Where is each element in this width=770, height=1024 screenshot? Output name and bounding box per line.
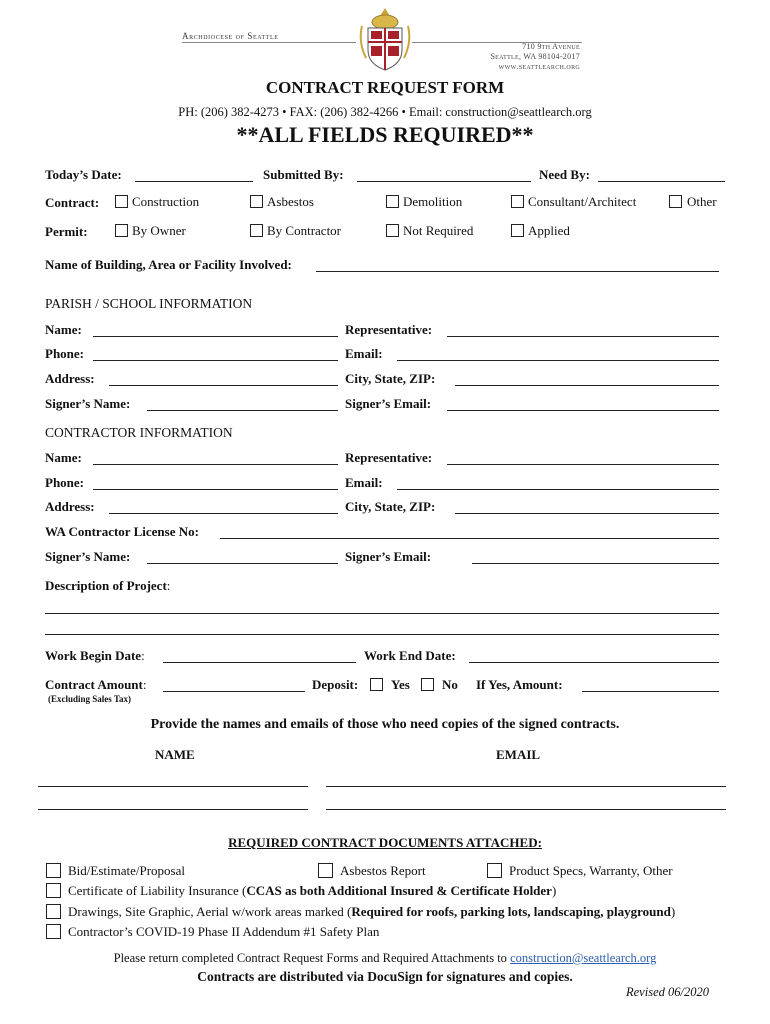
- copy-email-input-1[interactable]: [326, 786, 726, 787]
- deposit-no-checkbox[interactable]: [421, 678, 434, 691]
- contractor-address-label: Address:: [45, 499, 95, 514]
- contract-option-label: Construction: [132, 194, 200, 209]
- contractor-city-input[interactable]: [455, 513, 719, 514]
- address-line: Seattle, WA 98104-2017: [490, 52, 580, 61]
- parish-representative-input[interactable]: [447, 336, 719, 337]
- doc-insurance-bold: CCAS as both Additional Insured & Certificate Holder: [246, 883, 552, 898]
- parish-name-label: Name:: [45, 322, 82, 337]
- parish-name-input[interactable]: [93, 336, 338, 337]
- contractor-signer-name-label: Signer’s Name:: [45, 549, 131, 564]
- contractor-name-input[interactable]: [93, 464, 338, 465]
- contractor-heading: CONTRACTOR INFORMATION: [45, 425, 233, 440]
- deposit-yes-label: Yes: [391, 677, 410, 692]
- description-input-line-2[interactable]: [45, 634, 719, 635]
- copy-name-input-2[interactable]: [38, 809, 308, 810]
- parish-signer-email-label: Signer’s Email:: [345, 396, 432, 411]
- parish-phone-label: Phone:: [45, 346, 84, 361]
- doc-insurance-end: ): [551, 883, 557, 898]
- work-begin-input[interactable]: [163, 662, 356, 663]
- contract-asbestos-checkbox[interactable]: [250, 195, 263, 208]
- contractor-license-label: WA Contractor License No:: [45, 524, 199, 539]
- excluding-sales-tax-note: (Excluding Sales Tax): [48, 694, 132, 704]
- doc-specs-label: Product Specs, Warranty, Other: [509, 863, 673, 878]
- deposit-no-label: No: [442, 677, 458, 692]
- todays-date-label: Today’s Date:: [45, 167, 122, 182]
- doc-drawings-end: ): [670, 904, 676, 919]
- form-title: CONTRACT REQUEST FORM: [265, 78, 505, 97]
- address-block: [490, 42, 580, 72]
- todays-date-input[interactable]: [135, 181, 253, 182]
- parish-heading: PARISH / SCHOOL INFORMATION: [45, 296, 253, 311]
- parish-signer-email-input[interactable]: [447, 410, 719, 411]
- doc-drawings-label: [68, 904, 675, 920]
- permit-by-owner-checkbox[interactable]: [115, 224, 128, 237]
- work-end-input[interactable]: [469, 662, 719, 663]
- building-label: Name of Building, Area or Facility Involved:: [45, 257, 292, 272]
- contractor-signer-email-label: Signer’s Email:: [345, 549, 432, 564]
- submitted-by-input[interactable]: [357, 181, 531, 182]
- deposit-yes-checkbox[interactable]: [370, 678, 383, 691]
- parish-address-label: Address:: [45, 371, 95, 386]
- return-text: Please return completed Contract Request Forms and Required Attachments to: [113, 951, 511, 965]
- need-by-label: Need By:: [539, 167, 590, 182]
- contract-amount-input[interactable]: [163, 691, 305, 692]
- description-label: [45, 578, 170, 594]
- doc-covid-label: Contractor’s COVID-19 Phase II Addendum #1 Safety Plan: [68, 924, 380, 939]
- doc-drawings-text: Drawings, Site Graphic, Aerial w/work areas marked (: [68, 904, 352, 919]
- revised-date: Revised 06/2020: [626, 985, 709, 999]
- parish-representative-label: Representative:: [345, 322, 433, 337]
- parish-email-label: Email:: [345, 346, 383, 361]
- permit-not-required-checkbox[interactable]: [386, 224, 399, 237]
- contractor-signer-email-input[interactable]: [472, 563, 719, 564]
- doc-insurance-checkbox[interactable]: [46, 883, 61, 898]
- description-label-text: Description of Project: [45, 578, 167, 593]
- permit-option-label: By Contractor: [267, 223, 342, 238]
- contract-option-label: Consultant/Architect: [528, 194, 637, 209]
- contract-construction-checkbox[interactable]: [115, 195, 128, 208]
- parish-address-input[interactable]: [109, 385, 338, 386]
- doc-covid-checkbox[interactable]: [46, 924, 61, 939]
- copies-heading: Provide the names and emails of those who need copies of the signed contracts.: [150, 717, 620, 732]
- contractor-representative-input[interactable]: [447, 464, 719, 465]
- doc-bid-checkbox[interactable]: [46, 863, 61, 878]
- permit-applied-checkbox[interactable]: [511, 224, 524, 237]
- email-column-header: EMAIL: [496, 747, 541, 762]
- description-input-line-1[interactable]: [45, 613, 719, 614]
- doc-asbestos-checkbox[interactable]: [318, 863, 333, 878]
- doc-bid-label: Bid/Estimate/Proposal: [68, 863, 185, 878]
- if-yes-amount-label: If Yes, Amount:: [476, 677, 563, 692]
- submitted-by-label: Submitted By:: [263, 167, 344, 182]
- archdiocese-seal-icon: [358, 6, 412, 72]
- copy-name-input-1[interactable]: [38, 786, 308, 787]
- return-email-link[interactable]: construction@seattlearch.org: [510, 951, 657, 965]
- contractor-signer-name-input[interactable]: [147, 563, 338, 564]
- return-instructions: [0, 951, 770, 966]
- contractor-email-input[interactable]: [397, 489, 719, 490]
- header-rule: [182, 42, 356, 43]
- parish-signer-name-label: Signer’s Name:: [45, 396, 131, 411]
- work-begin-label-text: Work Begin Date: [45, 648, 142, 663]
- contractor-name-label: Name:: [45, 450, 82, 465]
- building-input[interactable]: [316, 271, 719, 272]
- archdiocese-name: Archdiocese of Seattle: [182, 31, 279, 41]
- permit-label: Permit:: [45, 224, 88, 239]
- doc-drawings-checkbox[interactable]: [46, 904, 61, 919]
- contractor-phone-input[interactable]: [93, 489, 338, 490]
- contract-other-checkbox[interactable]: [669, 195, 682, 208]
- address-line: www.seattlearch.org: [498, 62, 580, 71]
- copy-email-input-2[interactable]: [326, 809, 726, 810]
- contract-option-label: Other: [687, 194, 717, 209]
- parish-city-label: City, State, ZIP:: [345, 371, 436, 386]
- doc-specs-checkbox[interactable]: [487, 863, 502, 878]
- work-begin-label: [45, 648, 145, 664]
- contract-amount-label: [45, 677, 146, 693]
- if-yes-amount-input[interactable]: [582, 691, 719, 692]
- contractor-city-label: City, State, ZIP:: [345, 499, 436, 514]
- parish-city-input[interactable]: [455, 385, 719, 386]
- contract-option-label: Asbestos: [267, 194, 314, 209]
- description-colon: :: [166, 578, 171, 593]
- documents-heading: REQUIRED CONTRACT DOCUMENTS ATTACHED:: [228, 835, 542, 850]
- doc-drawings-bold: Required for roofs, parking lots, landscaping, playground: [351, 904, 671, 919]
- contract-consultant-checkbox[interactable]: [511, 195, 524, 208]
- contract-label: Contract:: [45, 195, 100, 210]
- parish-phone-input[interactable]: [93, 360, 338, 361]
- all-fields-required: **ALL FIELDS REQUIRED**: [236, 122, 534, 147]
- doc-insurance-label: [68, 883, 556, 899]
- permit-option-label: Not Required: [403, 223, 474, 238]
- permit-option-label: Applied: [528, 223, 570, 238]
- contract-demolition-checkbox[interactable]: [386, 195, 399, 208]
- contact-line: PH: (206) 382-4273 • FAX: (206) 382-4266 • Email: construction@seattlearch.org: [178, 105, 592, 119]
- parish-email-input[interactable]: [397, 360, 719, 361]
- contract-amount-label-text: Contract Amount: [45, 677, 143, 692]
- work-end-label: Work End Date:: [364, 648, 456, 663]
- work-begin-colon: :: [141, 648, 145, 663]
- address-line: 710 9th Avenue: [522, 42, 580, 51]
- permit-option-label: By Owner: [132, 223, 186, 238]
- deposit-label: Deposit:: [312, 677, 359, 692]
- doc-insurance-text: Certificate of Liability Insurance (: [68, 883, 247, 898]
- need-by-input[interactable]: [598, 181, 725, 182]
- docusign-note: Contracts are distributed via DocuSign for signatures and copies.: [197, 969, 573, 984]
- contractor-email-label: Email:: [345, 475, 383, 490]
- contractor-representative-label: Representative:: [345, 450, 433, 465]
- name-column-header: NAME: [155, 747, 195, 762]
- contractor-address-input[interactable]: [109, 513, 338, 514]
- parish-signer-name-input[interactable]: [147, 410, 338, 411]
- contract-amount-colon: :: [142, 677, 147, 692]
- contract-option-label: Demolition: [403, 194, 463, 209]
- contractor-license-input[interactable]: [220, 538, 719, 539]
- contractor-phone-label: Phone:: [45, 475, 84, 490]
- permit-by-contractor-checkbox[interactable]: [250, 224, 263, 237]
- doc-asbestos-label: Asbestos Report: [340, 863, 426, 878]
